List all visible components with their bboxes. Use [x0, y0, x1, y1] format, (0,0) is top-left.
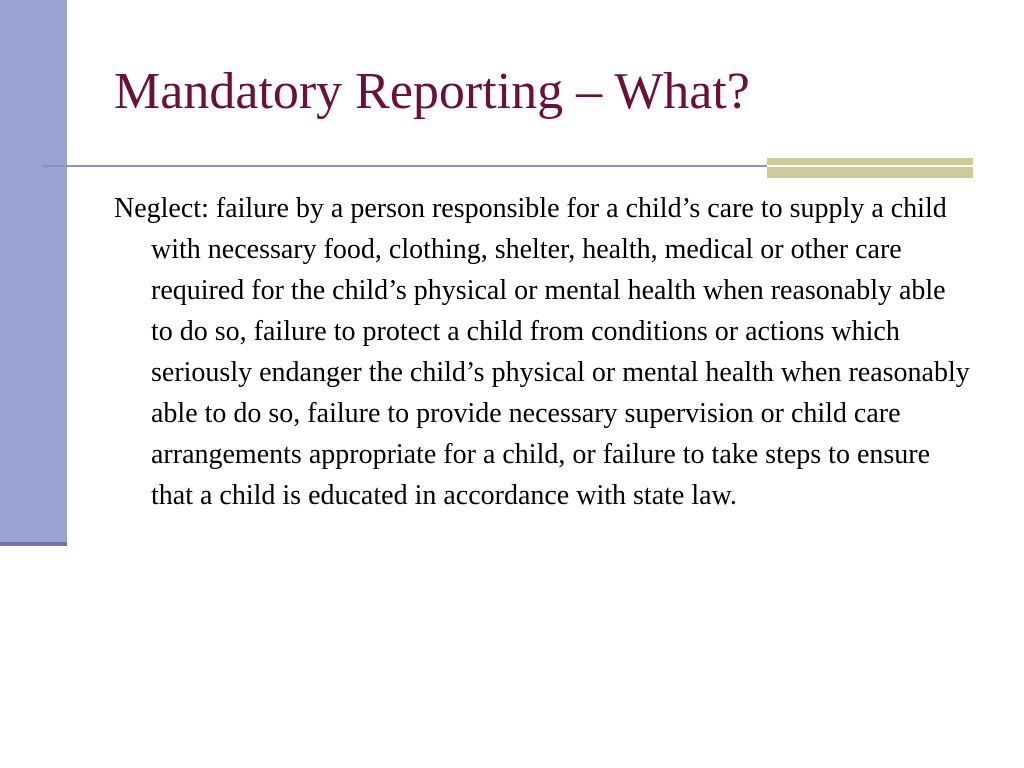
slide-title: Mandatory Reporting – What? — [114, 63, 750, 120]
body-paragraph: Neglect: failure by a person responsible for a child’s care to supply a child with necessary food, clothing, shelter, health, medical or other care required for the child’s physical or mental health when reasonably able to do so, failure to protect a child from conditions or actions which seriously endanger the child’s physical or mental health when reasonably able to do so, failure to provide necessary supervision or child care arrangements appropriate for a child, or failure to take steps to ensure that a child is educated in accordance with state law. — [114, 193, 970, 511]
accent-stripe — [767, 158, 973, 178]
side-accent-bar — [0, 0, 67, 546]
